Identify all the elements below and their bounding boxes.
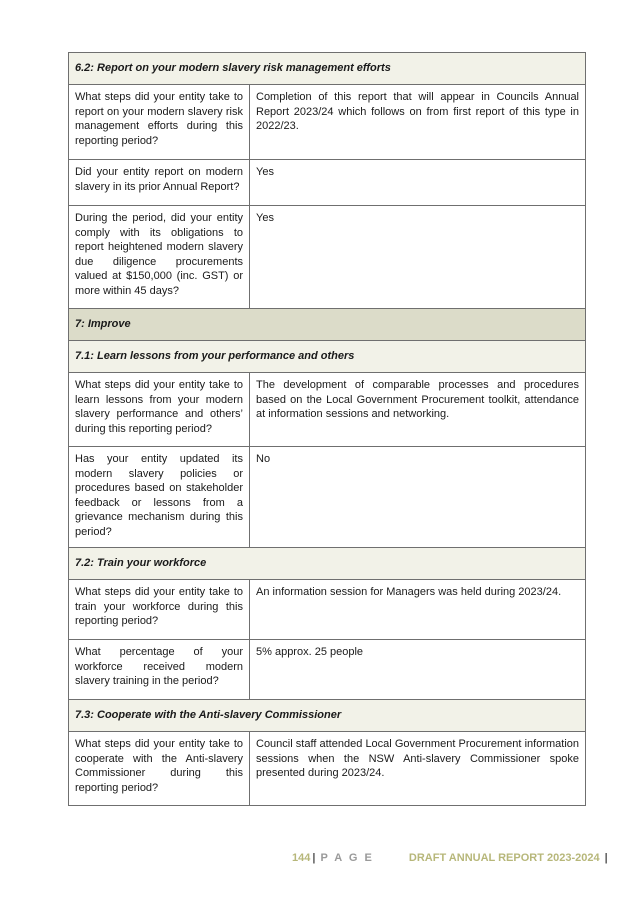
question-cell: What steps did your entity take to cooperate with the Anti-slavery Commissioner during this reporting period?: [69, 732, 250, 806]
question-row: [69, 640, 586, 700]
subsection-header: 6.2: Report on your modern slavery risk management efforts: [69, 53, 586, 85]
question-cell: During the period, did your entity comply with its obligations to report heightened modern slavery due diligence procurements valued at $150,000 (inc. GST) or more within 45 days?: [69, 206, 250, 309]
question-cell: What steps did your entity take to learn lessons from your modern slavery performance and others’ during this reporting period?: [69, 373, 250, 447]
subsection-header-row: [69, 53, 586, 85]
answer-cell: Council staff attended Local Government Procurement information sessions when the NSW Anti-slavery Commissioner spoke presented during 2023/24.: [250, 732, 586, 806]
answer-cell: Completion of this report that will appear in Councils Annual Report 2023/24 which follows on from first report of this type in 2022/23.: [250, 85, 586, 160]
page-number: 144: [292, 852, 311, 864]
answer-cell: Yes: [250, 160, 586, 206]
subsection-header: 7.2: Train your workforce: [69, 548, 586, 580]
section-header: 7: Improve: [69, 309, 586, 341]
question-row: [69, 85, 586, 160]
question-row: [69, 447, 586, 548]
question-row: [69, 206, 586, 309]
answer-cell: Yes: [250, 206, 586, 309]
question-row: [69, 160, 586, 206]
question-cell: Did your entity report on modern slavery in its prior Annual Report?: [69, 160, 250, 206]
question-cell: What steps did your entity take to report on your modern slavery risk management efforts during this reporting period?: [69, 85, 250, 160]
modern-slavery-report-table: [68, 52, 586, 806]
answer-cell: 5% approx. 25 people: [250, 640, 586, 700]
page-footer: [292, 852, 608, 864]
subsection-header: 7.3: Cooperate with the Anti-slavery Commissioner: [69, 700, 586, 732]
subsection-header-row: [69, 700, 586, 732]
question-cell: What steps did your entity take to train your workforce during this reporting period?: [69, 580, 250, 640]
answer-cell: No: [250, 447, 586, 548]
question-cell: What percentage of your workforce received modern slavery training in the period?: [69, 640, 250, 700]
section-header-row: [69, 309, 586, 341]
page-separator: |: [312, 852, 316, 864]
question-row: [69, 373, 586, 447]
subsection-header-row: [69, 341, 586, 373]
question-cell: Has your entity updated its modern slavery policies or procedures based on stakeholder feedback or lessons from a grievance mechanism during this period?: [69, 447, 250, 548]
question-row: [69, 732, 586, 806]
question-row: [69, 580, 586, 640]
document-title: DRAFT ANNUAL REPORT 2023-2024: [408, 852, 600, 864]
footer-end-separator: |: [604, 852, 608, 864]
answer-cell: The development of comparable processes and procedures based on the Local Government Procurement toolkit, attendance at information sessions and networking.: [250, 373, 586, 447]
page-label: P A G E: [320, 852, 374, 864]
subsection-header-row: [69, 548, 586, 580]
answer-cell: An information session for Managers was held during 2023/24.: [250, 580, 586, 640]
subsection-header: 7.1: Learn lessons from your performance and others: [69, 341, 586, 373]
